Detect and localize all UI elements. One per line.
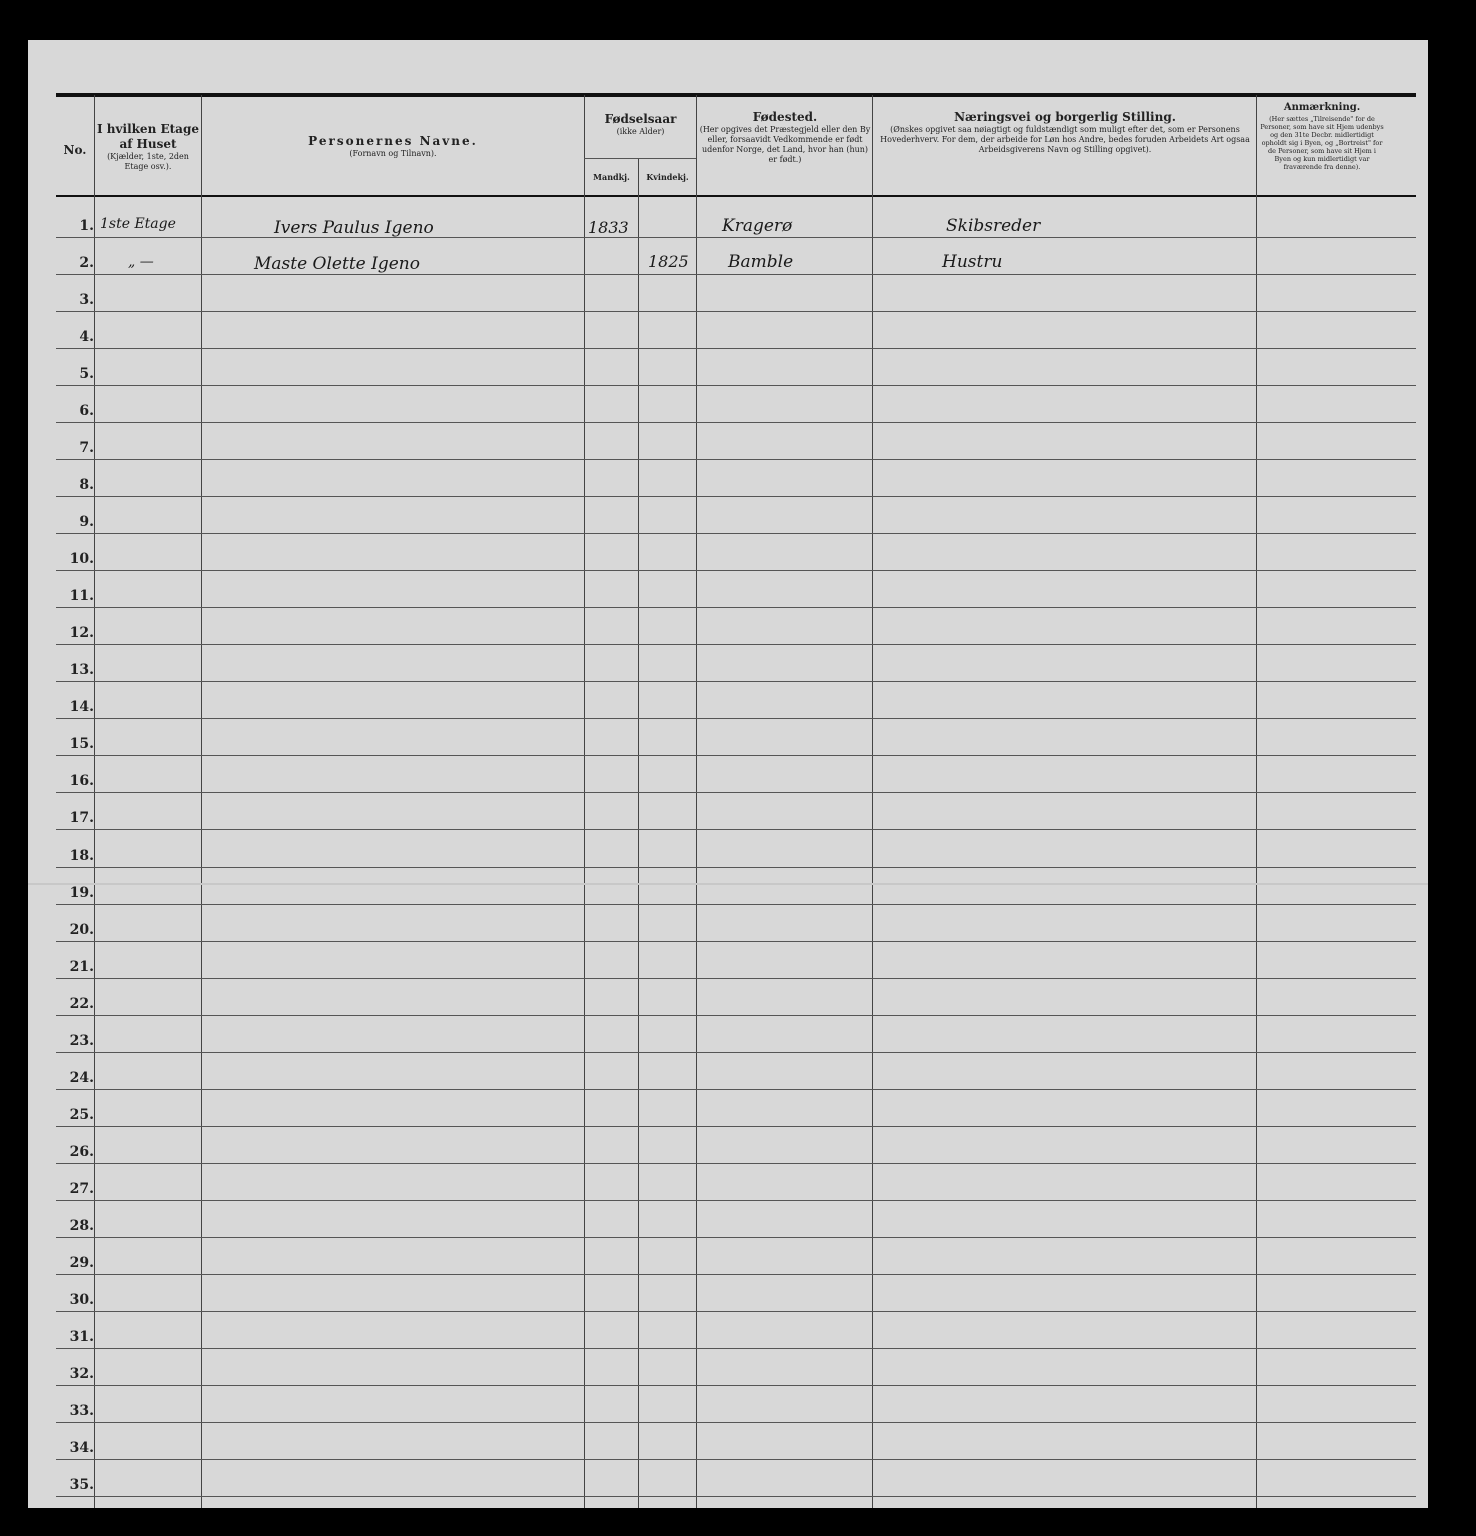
row-line <box>56 1496 1416 1497</box>
row-number: 4. <box>79 329 94 345</box>
row-line <box>56 1163 1416 1164</box>
row-line <box>56 348 1416 349</box>
row-line <box>56 1348 1416 1349</box>
col-line-2 <box>201 95 202 1508</box>
entry-2-fodested: Bamble <box>728 252 794 272</box>
row-line <box>56 1459 1416 1460</box>
row-number: 23. <box>69 1033 94 1049</box>
header-no: No. <box>63 143 87 157</box>
header-anmaerkning-title: Anmærkning. <box>1283 102 1361 113</box>
row-number: 24. <box>69 1070 94 1086</box>
row-line <box>56 644 1416 645</box>
row-number: 30. <box>69 1292 94 1308</box>
row-line <box>56 867 1416 868</box>
row-number: 32. <box>69 1366 94 1382</box>
header-etage <box>95 122 201 172</box>
top-rule <box>56 93 1416 97</box>
paper-fold <box>28 883 1428 885</box>
entry-2-navn: Maste Olette Igeno <box>254 254 420 274</box>
row-number: 2. <box>79 255 94 271</box>
header-navne-sub: (Fornavn og Tilnavn). <box>349 149 437 158</box>
row-number: 17. <box>69 810 94 826</box>
row-line <box>56 1237 1416 1238</box>
entry-2-stilling: Hustru <box>942 252 1003 272</box>
row-line <box>56 792 1416 793</box>
header-fodselsaar-title: Fødselsaar <box>604 112 677 126</box>
header-fodselsaar-sub: (ikke Alder) <box>616 127 665 136</box>
entry-1-navn: Ivers Paulus Igeno <box>274 218 434 238</box>
header-fodested-title: Fødested. <box>752 110 818 124</box>
entry-1-stilling: Skibsreder <box>946 216 1041 236</box>
row-line <box>56 1089 1416 1090</box>
entry-2-etage: „ — <box>128 254 154 270</box>
row-number: 18. <box>69 848 94 864</box>
row-line <box>56 1422 1416 1423</box>
col-line-4 <box>638 158 639 1508</box>
row-number: 8. <box>79 477 94 493</box>
row-number: 33. <box>69 1403 94 1419</box>
col-line-1 <box>94 95 95 1508</box>
header-anmaerkning-sub: (Her sættes „Tilreisende" for de Personer, som have sit Hjem udenbys og den 31te Decbr. midlertidigt opholdt sig i Byen, og „Bortreist" for de Personer, som have sit Hjem i Byen og kun midlertidigt var fraværende fra denne). <box>1260 114 1384 172</box>
row-number: 27. <box>69 1181 94 1197</box>
row-line <box>56 607 1416 608</box>
col-line-5 <box>696 95 697 1508</box>
row-number: 26. <box>69 1144 94 1160</box>
row-line <box>56 274 1416 275</box>
entry-2-kvindekj: 1825 <box>648 252 689 271</box>
row-line <box>56 681 1416 682</box>
row-line <box>56 1200 1416 1201</box>
row-line <box>56 1274 1416 1275</box>
header-fodselsaar <box>585 112 696 137</box>
col-line-3 <box>584 95 585 1508</box>
header-naeringsvei-sub: (Ønskes opgivet saa nøiagtigt og fuldstændigt som muligt efter det, som er Personens Hovederhverv. For dem, der arbeide for Løn hos Andre, bedes foruden Arbeidets Art ogsaa Arbeidsgiverens Navn og Stilling opgivet). <box>880 125 1250 154</box>
row-line <box>56 311 1416 312</box>
row-number: 25. <box>69 1107 94 1123</box>
row-line <box>56 904 1416 905</box>
row-number: 3. <box>79 292 94 308</box>
header-kvindekj: Kvindekj. <box>646 172 689 182</box>
row-number: 7. <box>79 440 94 456</box>
row-line <box>56 496 1416 497</box>
row-number: 20. <box>69 922 94 938</box>
row-number: 19. <box>69 885 94 901</box>
header-naeringsvei-title: Næringsvei og borgerlig Stilling. <box>954 110 1176 124</box>
row-number: 9. <box>79 514 94 530</box>
header-rule <box>56 195 1416 197</box>
row-number: 35. <box>69 1477 94 1493</box>
row-line <box>56 1311 1416 1312</box>
row-line <box>56 459 1416 460</box>
entry-1-mandkj: 1833 <box>588 218 629 237</box>
row-line <box>56 718 1416 719</box>
col-line-6 <box>872 95 873 1508</box>
header-mandkj: Mandkj. <box>593 172 630 182</box>
row-line <box>56 385 1416 386</box>
row-number: 21. <box>69 959 94 975</box>
row-line <box>56 1015 1416 1016</box>
row-line <box>56 941 1416 942</box>
header-etage-title: I hvilken Etage af Huset <box>97 122 199 151</box>
row-line <box>56 1126 1416 1127</box>
row-line <box>56 1052 1416 1053</box>
row-line <box>56 533 1416 534</box>
row-line <box>56 978 1416 979</box>
fodselsaar-split <box>584 158 696 159</box>
header-fodested <box>699 110 871 165</box>
header-navne <box>202 134 584 159</box>
row-number: 10. <box>69 551 94 567</box>
row-number: 6. <box>79 403 94 419</box>
row-line <box>56 755 1416 756</box>
row-line <box>56 237 1416 238</box>
row-number: 13. <box>69 662 94 678</box>
row-number: 34. <box>69 1440 94 1456</box>
header-naeringsvei <box>876 110 1254 155</box>
row-number: 5. <box>79 366 94 382</box>
row-number: 14. <box>69 699 94 715</box>
header-anmaerkning <box>1260 102 1384 171</box>
header-fodested-sub: (Her opgives det Præstegjeld eller den By eller, forsaavidt Vedkommende er født udenfor Norge, det Land, hvor han (hun) er født.) <box>699 125 871 164</box>
row-number: 12. <box>69 625 94 641</box>
row-line <box>56 570 1416 571</box>
row-number: 28. <box>69 1218 94 1234</box>
row-number: 16. <box>69 773 94 789</box>
row-number: 1. <box>79 218 94 234</box>
entry-1-fodested: Kragerø <box>722 216 793 236</box>
row-number: 31. <box>69 1329 94 1345</box>
row-number: 29. <box>69 1255 94 1271</box>
row-number: 15. <box>69 736 94 752</box>
row-line <box>56 829 1416 830</box>
row-line <box>56 422 1416 423</box>
entry-1-etage: 1ste Etage <box>100 216 176 232</box>
header-navne-title: Personernes Navne. <box>308 134 478 148</box>
row-line <box>56 1385 1416 1386</box>
row-number: 11. <box>69 588 94 604</box>
col-line-7 <box>1256 95 1257 1508</box>
census-sheet <box>28 40 1428 1508</box>
row-number: 22. <box>69 996 94 1012</box>
header-etage-sub: (Kjælder, 1ste, 2den Etage osv.). <box>107 152 189 171</box>
